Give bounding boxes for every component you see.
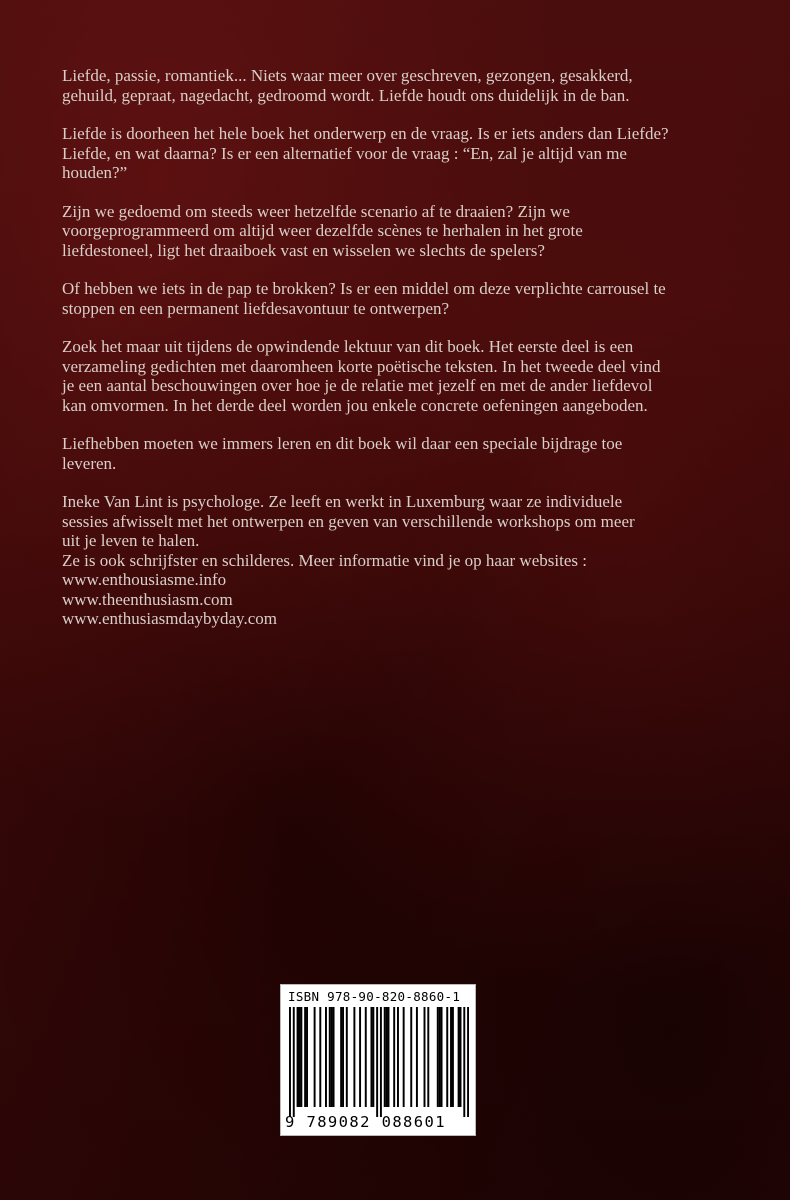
barcode-bar — [289, 1007, 291, 1117]
barcode-bar — [376, 1007, 378, 1117]
barcode-bar — [300, 1007, 302, 1107]
blurb-line: Liefde is doorheen het hele boek het onderwerp en de vraag. Is er iets anders dan Liefde? — [62, 124, 669, 143]
blurb-paragraph-3 — [62, 202, 742, 261]
barcode-bar — [446, 1007, 448, 1107]
barcode-bar — [346, 1007, 348, 1107]
barcode-bar — [333, 1007, 335, 1107]
blurb-line: voorgeprogrammeerd om altijd weer dezelfde scènes te herhalen in het grote — [62, 221, 583, 240]
barcode-bar — [452, 1007, 454, 1107]
blurb-line: gehuild, gepraat, nagedacht, gedroomd wordt. Liefde houdt ons duidelijk in de ban. — [62, 85, 630, 105]
barcode-bar — [393, 1007, 395, 1107]
isbn-label: ISBN 978-90-820-8860-1 — [288, 989, 461, 1004]
barcode-bar — [437, 1007, 439, 1107]
barcode-bar — [467, 1007, 469, 1117]
blurb-paragraph-4 — [62, 279, 742, 318]
barcode-bar — [353, 1007, 355, 1107]
blurb-line: Of hebben we iets in de pap te brokken? Is er een middel om deze verplichte carrousel te — [62, 279, 666, 298]
barcode-bar — [325, 1007, 327, 1107]
barcode-bar — [388, 1007, 390, 1107]
barcode-bar — [340, 1007, 342, 1107]
barcode-bar — [329, 1007, 331, 1107]
blurb-paragraph-1 — [62, 66, 742, 105]
blurb-line: kan omvormen. In het derde deel worden jou enkele concrete oefeningen aangeboden. — [62, 395, 648, 415]
barcode-bar — [397, 1007, 399, 1107]
barcode-bar — [365, 1007, 367, 1107]
bio-line: Ze is ook schrijfster en schilderes. Meer informatie vind je op haar websites : — [62, 550, 587, 570]
barcode-bar — [386, 1007, 388, 1107]
barcode-bar — [384, 1007, 386, 1107]
barcode-bar — [298, 1007, 300, 1107]
blurb-paragraph-5 — [62, 337, 742, 415]
blurb-line: Zoek het maar uit tijdens de opwindende lektuur van dit boek. Het eerste deel is een — [62, 337, 634, 356]
barcode-bar — [463, 1007, 465, 1117]
barcode-bars — [289, 1007, 469, 1117]
barcode-bar — [458, 1007, 460, 1107]
blurb-line: Liefde, en wat daarna? Is er een alternatief voor de vraag : “En, zal je altijd van me — [62, 143, 627, 163]
isbn-digits: 9 789082 088601 — [285, 1113, 446, 1131]
barcode-bar — [372, 1007, 374, 1107]
barcode-bar — [403, 1007, 405, 1107]
bio-line: uit je leven te halen. — [62, 531, 200, 550]
blurb-line: liefdestoneel, ligt het draaiboek vast en wisselen we slechts de spelers? — [62, 240, 545, 260]
barcode-bar — [424, 1007, 426, 1107]
barcode-bar — [380, 1007, 382, 1117]
barcode-bar — [359, 1007, 361, 1107]
barcode-bar — [319, 1007, 321, 1107]
barcode-bar — [441, 1007, 443, 1107]
barcode-bar — [297, 1007, 299, 1107]
barcode-bar — [416, 1007, 418, 1107]
bio-line: Ineke Van Lint is psychologe. Ze leeft en werkt in Luxemburg waar ze individuele — [62, 492, 623, 511]
website-link: www.enthusiasmdaybyday.com — [62, 609, 277, 628]
blurb-line: leveren. — [62, 453, 117, 473]
barcode-bar — [460, 1007, 462, 1107]
blurb-line: Zijn we gedoemd om steeds weer hetzelfde scenario af te draaien? Zijn we — [62, 201, 570, 221]
barcode-bar — [427, 1007, 429, 1107]
barcode-bar — [450, 1007, 452, 1107]
blurb-line: houden?” — [62, 163, 128, 182]
blurb-paragraph-2 — [62, 124, 742, 183]
blurb-line: stoppen en een permanent liefdesavontuur te ontwerpen? — [62, 298, 450, 318]
website-link: www.theenthusiasm.com — [62, 589, 233, 609]
barcode-bar — [342, 1007, 344, 1107]
blurb-line: verzameling gedichten met daaromheen korte poëtische teksten. In het tweede deel vind — [62, 356, 661, 376]
barcode-bar — [306, 1007, 308, 1107]
cover-blurb — [62, 66, 742, 629]
barcode-bar — [410, 1007, 412, 1107]
blurb-line: Liefhebben moeten we immers leren en dit boek wil daar een speciale bijdrage toe — [62, 434, 623, 453]
barcode-bar — [331, 1007, 333, 1107]
isbn-barcode — [280, 984, 476, 1136]
website-link: www.enthousiasme.info — [62, 570, 227, 589]
barcode-bar — [304, 1007, 306, 1107]
blurb-paragraph-6 — [62, 434, 742, 473]
barcode-bar — [439, 1007, 441, 1107]
barcode-bar — [293, 1007, 295, 1117]
bio-line: sessies afwisselt met het ontwerpen en geven van verschillende workshops om meer — [62, 511, 635, 531]
author-bio — [62, 492, 742, 629]
blurb-line: Liefde, passie, romantiek... Niets waar meer over geschreven, gezongen, gesakkerd, — [62, 66, 633, 85]
blurb-line: je een aantal beschouwingen over hoe je de relatie met jezelf en met de ander liefdevol — [62, 376, 653, 395]
barcode-bar — [370, 1007, 372, 1107]
barcode-bar — [314, 1007, 316, 1107]
